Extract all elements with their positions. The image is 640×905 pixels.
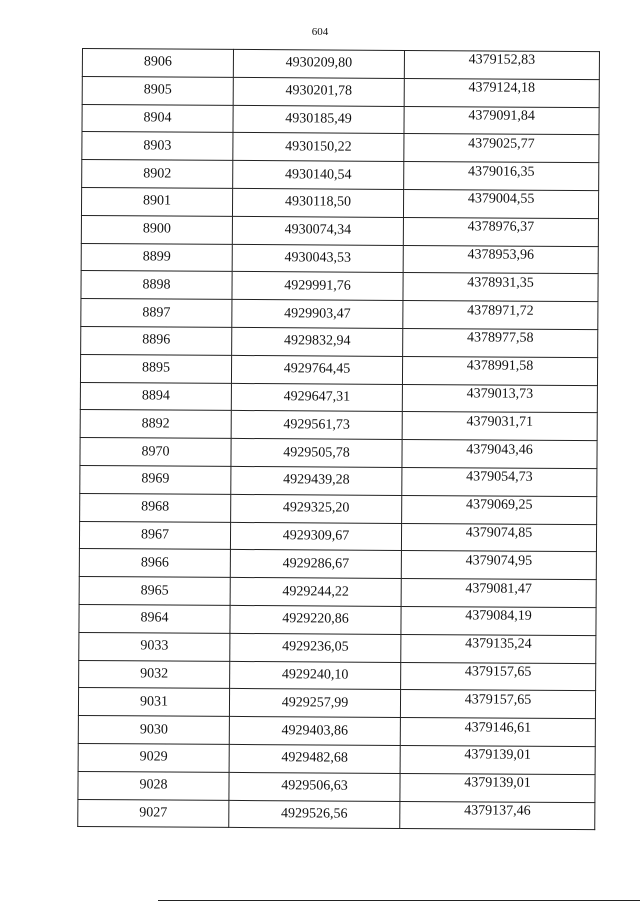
x-coordinate-cell xyxy=(231,439,402,468)
y-coordinate-cell xyxy=(402,440,597,469)
cell-text: 9028 xyxy=(139,777,168,793)
table-row xyxy=(79,604,596,635)
cell-text: 4378977,58 xyxy=(466,330,534,347)
x-coordinate-cell xyxy=(232,216,403,245)
table-row xyxy=(82,76,599,107)
cell-text: 8905 xyxy=(143,82,172,98)
cell-text: 4379025,77 xyxy=(468,136,535,152)
cell-text: 4929832,94 xyxy=(283,333,351,350)
cell-text: 4930043,53 xyxy=(284,250,352,266)
point-number-cell xyxy=(78,743,229,772)
y-coordinate-cell xyxy=(402,384,597,413)
cell-text: 4929764,45 xyxy=(283,361,351,377)
cell-text: 8902 xyxy=(143,165,172,182)
cell-text: 4929439,28 xyxy=(283,472,350,488)
point-number-cell xyxy=(82,49,233,78)
x-coordinate-cell xyxy=(229,744,400,773)
cell-text: 8897 xyxy=(142,304,171,321)
point-number-cell xyxy=(80,465,231,494)
cell-text: 8968 xyxy=(141,499,170,515)
y-coordinate-cell xyxy=(400,801,595,830)
cell-text: 4379054,73 xyxy=(466,469,533,486)
point-number-cell xyxy=(81,215,232,244)
cell-text: 4379084,19 xyxy=(465,608,532,625)
point-number-cell xyxy=(81,271,232,300)
y-coordinate-cell xyxy=(404,106,599,135)
table-row xyxy=(82,132,599,163)
x-coordinate-cell xyxy=(229,689,400,718)
table-row xyxy=(79,632,596,663)
cell-text: 4930185,49 xyxy=(285,111,352,127)
x-coordinate-cell xyxy=(233,77,404,106)
y-coordinate-cell xyxy=(401,523,596,552)
cell-text: 4378976,37 xyxy=(467,219,535,235)
x-coordinate-cell xyxy=(230,550,401,579)
cell-text: 4929482,68 xyxy=(281,750,348,766)
cell-text: 4930074,34 xyxy=(284,222,352,238)
x-coordinate-cell xyxy=(230,633,401,662)
cell-text: 4379139,01 xyxy=(464,747,531,764)
cell-text: 4929236,05 xyxy=(282,639,349,655)
point-number-cell xyxy=(80,354,231,383)
y-coordinate-cell xyxy=(403,245,598,274)
y-coordinate-cell xyxy=(402,467,597,496)
cell-text: 4379135,24 xyxy=(465,636,532,652)
y-coordinate-cell xyxy=(404,162,599,191)
table-row xyxy=(79,660,596,691)
table-row xyxy=(81,243,598,274)
point-number-cell xyxy=(78,799,229,828)
cell-text: 8965 xyxy=(140,582,169,599)
y-coordinate-cell xyxy=(400,773,595,802)
table-row xyxy=(82,104,599,135)
cell-text: 4929991,76 xyxy=(284,278,351,294)
table-row xyxy=(81,271,598,302)
cell-text: 8892 xyxy=(141,416,170,432)
cell-text: 4379013,73 xyxy=(466,386,534,402)
point-number-cell xyxy=(79,521,230,550)
cell-text: 8895 xyxy=(142,360,171,376)
point-number-cell xyxy=(80,410,231,439)
table-row xyxy=(81,187,598,218)
point-number-cell xyxy=(78,716,229,745)
cell-text: 9032 xyxy=(140,666,169,682)
y-coordinate-cell xyxy=(403,217,598,246)
table-row xyxy=(82,160,599,191)
cell-text: 4929286,67 xyxy=(282,555,350,572)
cell-text: 4379137,46 xyxy=(464,803,531,819)
point-number-cell xyxy=(79,604,230,633)
table-row xyxy=(81,215,598,246)
point-number-cell xyxy=(79,660,230,689)
x-coordinate-cell xyxy=(230,605,401,634)
cell-text: 4929257,99 xyxy=(281,694,349,711)
cell-text: 4379031,71 xyxy=(466,414,534,430)
point-number-cell xyxy=(82,132,233,161)
cell-text: 4929403,86 xyxy=(281,722,349,739)
point-number-cell xyxy=(80,493,231,522)
point-number-cell xyxy=(79,549,230,578)
table-row xyxy=(81,326,598,357)
cell-text: 4929244,22 xyxy=(282,583,349,600)
cell-text: 8966 xyxy=(140,555,169,571)
x-coordinate-cell xyxy=(230,578,401,607)
cell-text: 4929903,47 xyxy=(284,305,351,322)
cell-text: 4930201,78 xyxy=(285,83,353,99)
y-coordinate-cell xyxy=(401,634,596,663)
y-coordinate-cell xyxy=(401,551,596,580)
x-coordinate-cell xyxy=(229,800,400,829)
cell-text: 9030 xyxy=(139,721,168,738)
table-row xyxy=(81,299,598,330)
y-coordinate-cell xyxy=(403,273,598,302)
y-coordinate-cell xyxy=(403,328,598,357)
x-coordinate-cell xyxy=(231,494,402,523)
y-coordinate-cell xyxy=(404,50,599,79)
cell-text: 8900 xyxy=(142,221,171,237)
cell-text: 8898 xyxy=(142,277,171,293)
cell-text: 8904 xyxy=(143,110,172,126)
cell-text: 4379157,65 xyxy=(464,692,532,708)
y-coordinate-cell xyxy=(400,718,595,747)
cell-text: 4929220,86 xyxy=(282,611,349,627)
cell-text: 4379091,84 xyxy=(468,108,535,124)
x-coordinate-cell xyxy=(233,161,404,190)
table-row xyxy=(78,771,595,802)
table-row xyxy=(80,410,597,441)
cell-text: 4930150,22 xyxy=(285,139,352,155)
cell-text: 9029 xyxy=(139,749,168,765)
y-coordinate-cell xyxy=(403,301,598,330)
table-row xyxy=(80,382,597,413)
table-row xyxy=(80,354,597,385)
table-row xyxy=(79,549,596,580)
cell-text: 8901 xyxy=(143,193,172,209)
cell-text: 8969 xyxy=(141,471,170,487)
cell-text: 4930209,80 xyxy=(285,55,353,72)
table-row xyxy=(78,716,595,747)
point-number-cell xyxy=(82,160,233,189)
cell-text: 4379004,55 xyxy=(467,191,535,208)
cell-text: 4379074,95 xyxy=(465,553,533,569)
point-number-cell xyxy=(81,187,232,216)
cell-text: 8906 xyxy=(143,54,172,70)
y-coordinate-cell xyxy=(401,662,596,691)
cell-text: 4379043,46 xyxy=(466,441,533,458)
point-number-cell xyxy=(81,326,232,355)
point-number-cell xyxy=(82,76,233,105)
x-coordinate-cell xyxy=(231,466,402,495)
point-number-cell xyxy=(82,104,233,133)
x-coordinate-cell xyxy=(232,327,403,356)
cell-text: 4379074,85 xyxy=(465,525,533,541)
cell-text: 4379157,65 xyxy=(464,664,532,680)
cell-text: 4379016,35 xyxy=(467,163,535,180)
x-coordinate-cell xyxy=(233,133,404,162)
y-coordinate-cell xyxy=(402,495,597,524)
cell-text: 4929309,67 xyxy=(282,528,350,544)
cell-text: 4379139,01 xyxy=(464,775,531,791)
x-coordinate-cell xyxy=(232,272,403,301)
cell-text: 8899 xyxy=(142,249,171,265)
coordinates-table-wrapper xyxy=(77,48,596,830)
cell-text: 4929506,63 xyxy=(281,778,348,794)
cell-text: 8967 xyxy=(140,527,170,543)
y-coordinate-cell xyxy=(400,745,595,774)
cell-text: 4929505,78 xyxy=(283,444,350,461)
point-number-cell xyxy=(80,382,231,411)
x-coordinate-cell xyxy=(231,411,402,440)
cell-text: 4929526,56 xyxy=(281,806,348,822)
x-coordinate-cell xyxy=(229,772,400,801)
cell-text: 9031 xyxy=(139,694,169,710)
point-number-cell xyxy=(78,771,229,800)
x-coordinate-cell xyxy=(233,49,404,78)
table-row xyxy=(78,799,595,830)
table-row xyxy=(79,577,596,608)
coordinates-table-body xyxy=(78,49,600,830)
y-coordinate-cell xyxy=(404,134,599,163)
point-number-cell xyxy=(81,243,232,272)
cell-text: 4930118,50 xyxy=(285,194,352,211)
cell-text: 4929240,10 xyxy=(281,667,349,683)
table-row xyxy=(80,493,597,524)
cell-text: 4379081,47 xyxy=(465,580,533,597)
y-coordinate-cell xyxy=(403,189,598,218)
page-number: 604 xyxy=(311,26,329,38)
table-row xyxy=(78,743,595,774)
cell-text: 4379146,61 xyxy=(464,719,532,736)
y-coordinate-cell xyxy=(402,412,597,441)
y-coordinate-cell xyxy=(402,356,597,385)
cell-text: 8964 xyxy=(140,610,169,626)
x-coordinate-cell xyxy=(231,383,402,412)
cell-text: 8894 xyxy=(141,388,170,404)
x-coordinate-cell xyxy=(229,717,400,746)
footer-rule xyxy=(158,900,640,901)
cell-text: 9033 xyxy=(140,638,169,654)
x-coordinate-cell xyxy=(230,522,401,551)
point-number-cell xyxy=(79,577,230,606)
table-row xyxy=(78,688,595,719)
point-number-cell xyxy=(78,688,229,717)
cell-text: 4379152,83 xyxy=(468,52,536,69)
x-coordinate-cell xyxy=(230,661,401,690)
y-coordinate-cell xyxy=(401,606,596,635)
table-row xyxy=(79,521,596,552)
cell-text: 4929561,73 xyxy=(283,416,350,433)
table-row xyxy=(80,438,597,469)
cell-text: 8970 xyxy=(141,443,170,460)
cell-text: 4379069,25 xyxy=(465,497,533,513)
point-number-cell xyxy=(80,438,231,467)
x-coordinate-cell xyxy=(232,244,403,273)
y-coordinate-cell xyxy=(400,690,595,719)
x-coordinate-cell xyxy=(232,300,403,329)
coordinates-table xyxy=(77,48,600,830)
cell-text: 8903 xyxy=(143,138,172,154)
x-coordinate-cell xyxy=(231,355,402,384)
x-coordinate-cell xyxy=(232,188,403,217)
point-number-cell xyxy=(79,632,230,661)
cell-text: 4378931,35 xyxy=(467,275,534,291)
cell-text: 4929647,31 xyxy=(283,389,351,405)
cell-text: 8896 xyxy=(142,332,171,348)
cell-text: 4378991,58 xyxy=(466,358,534,374)
cell-text: 4930140,54 xyxy=(284,166,352,183)
y-coordinate-cell xyxy=(401,579,596,608)
cell-text: 4379124,18 xyxy=(468,80,536,96)
cell-text: 4378953,96 xyxy=(467,247,535,263)
cell-text: 9027 xyxy=(139,805,168,821)
cell-text: 4378971,72 xyxy=(467,302,534,319)
y-coordinate-cell xyxy=(404,78,599,107)
x-coordinate-cell xyxy=(233,105,404,134)
point-number-cell xyxy=(81,299,232,328)
table-row xyxy=(82,49,599,80)
table-row xyxy=(80,465,597,496)
cell-text: 4929325,20 xyxy=(282,500,350,516)
